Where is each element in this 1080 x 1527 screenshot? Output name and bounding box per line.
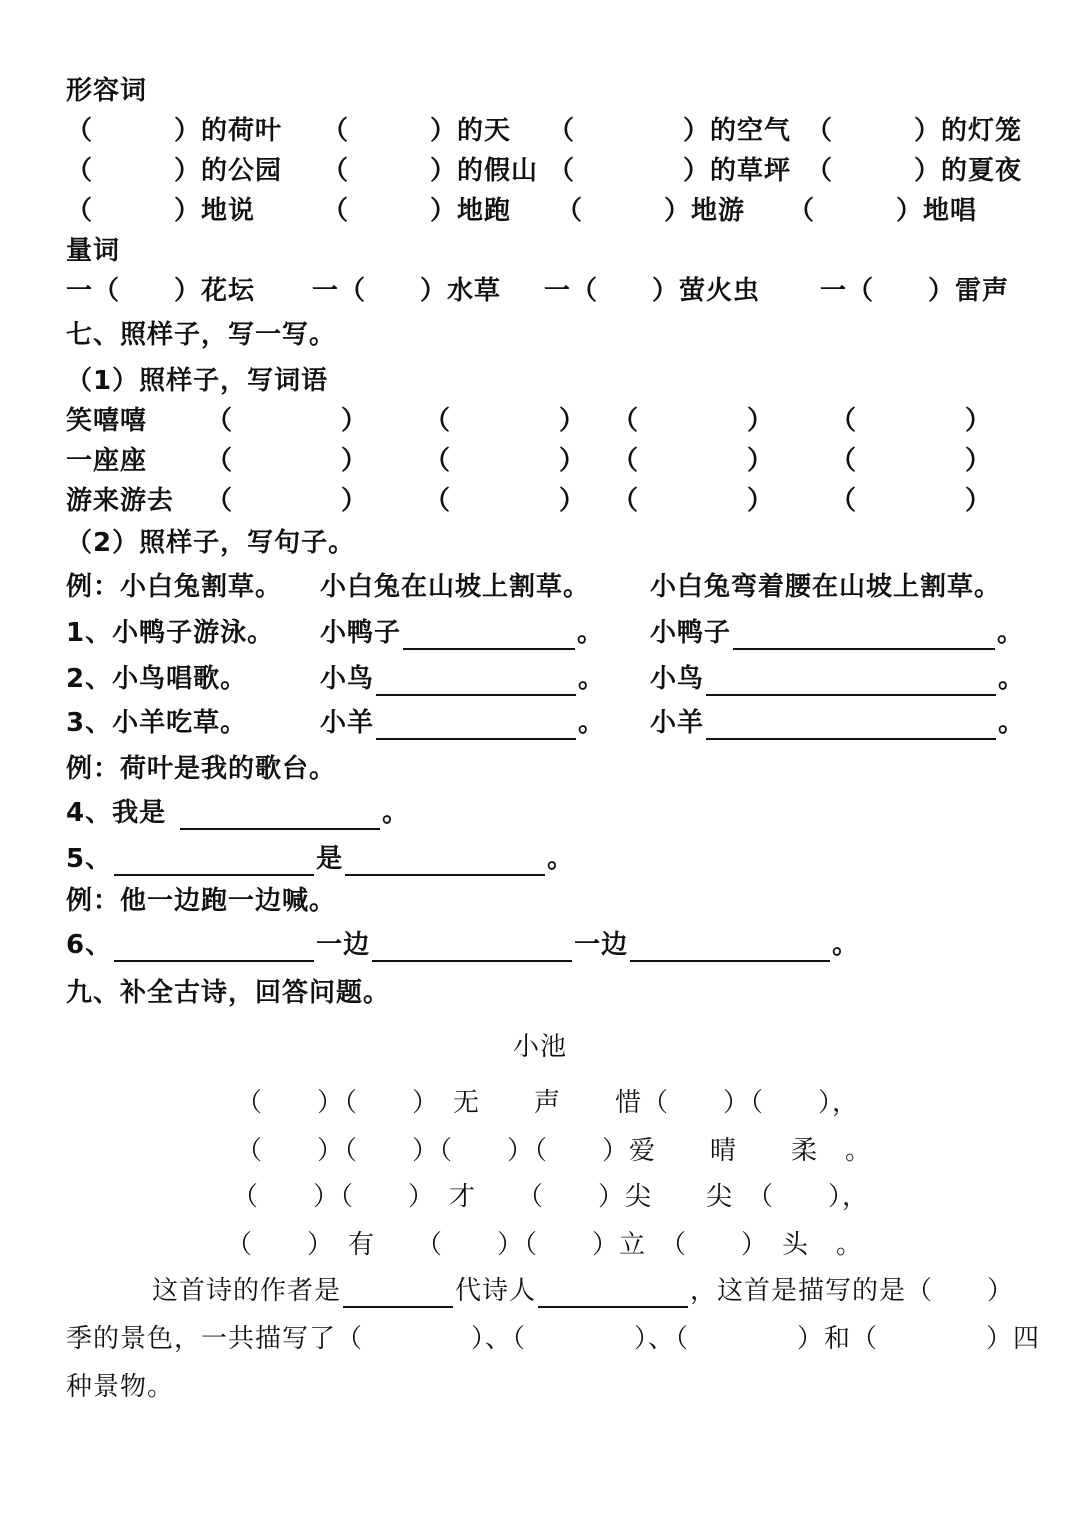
answer-blank[interactable]	[376, 712, 576, 740]
adj-item: （ ）的假山	[322, 156, 539, 186]
answer-blank[interactable]	[538, 1280, 688, 1308]
word-blank: （ ）	[206, 406, 369, 436]
word-blank: （ ）	[830, 406, 993, 436]
section-9-title: 九、补全古诗，回答问题。	[66, 978, 391, 1008]
example-text: 例：小白兔割草。	[66, 572, 283, 602]
adj-item: （ ）的荷叶	[66, 116, 283, 146]
word-blank: （ ）	[612, 486, 775, 516]
example-text: 小白兔弯着腰在山坡上割草。	[650, 572, 1002, 602]
section-7-part-1: （1）照样子，写词语	[66, 366, 329, 396]
answer-blank[interactable]	[403, 622, 575, 650]
answer-blank[interactable]	[345, 848, 545, 876]
answer-blank[interactable]	[372, 934, 572, 962]
word-blank: （ ）	[612, 446, 775, 476]
adjective-header: 形容词	[66, 76, 148, 106]
sentence-answer-a: 小鸭子 。	[320, 618, 605, 648]
answer-blank[interactable]	[630, 934, 830, 962]
poem-line: （ ） 有 （ ）（ ）立 （ ） 头 。	[226, 1230, 864, 1260]
word-blank: （ ）	[206, 446, 369, 476]
answer-blank[interactable]	[706, 712, 996, 740]
adj-item: （ ）的草坪	[548, 156, 792, 186]
sentence-prompt: 3、小羊吃草。	[66, 708, 248, 738]
word-blank: （ ）	[424, 446, 587, 476]
answer-blank[interactable]	[114, 934, 314, 962]
measure-item: 一（ ）花坛	[66, 276, 256, 306]
poem-line: （ ）（ ） 无 声 惜（ ）（ ），	[236, 1088, 860, 1118]
example-2: 例：荷叶是我的歌台。	[66, 754, 337, 784]
poem-title: 小池	[512, 1032, 567, 1062]
word-example: 一座座	[66, 446, 148, 476]
poem-question-line-2: 季的景色，一共描写了（ ）、（ ）、（ ）和（ ）四	[66, 1324, 1041, 1354]
item-5: 5、 是 。	[66, 844, 575, 874]
sentence-prompt: 1、小鸭子游泳。	[66, 618, 275, 648]
adj-item: （ ）地跑	[322, 196, 512, 226]
measure-word-header: 量词	[66, 236, 121, 266]
poem-line: （ ）（ ）（ ）（ ）爱 晴 柔 。	[236, 1136, 873, 1166]
word-example: 笑嘻嘻	[66, 406, 148, 436]
measure-item: 一（ ）雷声	[820, 276, 1010, 306]
answer-blank[interactable]	[180, 802, 380, 830]
word-blank: （ ）	[206, 486, 369, 516]
adj-item: （ ）地游	[556, 196, 746, 226]
answer-blank[interactable]	[706, 668, 996, 696]
poem-question-line-3: 种景物。	[66, 1372, 175, 1402]
answer-blank[interactable]	[343, 1280, 453, 1308]
word-blank: （ ）	[424, 406, 587, 436]
measure-item: 一（ ）萤火虫	[544, 276, 761, 306]
word-blank: （ ）	[830, 446, 993, 476]
adj-item: （ ）地说	[66, 196, 256, 226]
measure-item: 一（ ）水草	[312, 276, 502, 306]
example-text: 小白兔在山坡上割草。	[320, 572, 591, 602]
sentence-prompt: 2、小鸟唱歌。	[66, 664, 248, 694]
sentence-answer-b: 小羊 。	[650, 708, 1026, 738]
item-4: 4、我是 。	[66, 798, 410, 828]
sentence-answer-a: 小鸟 。	[320, 664, 606, 694]
adj-item: （ ）的天	[322, 116, 512, 146]
section-7-part-2: （2）照样子，写句子。	[66, 528, 356, 558]
adj-item: （ ）地唱	[788, 196, 978, 226]
section-7-title: 七、照样子，写一写。	[66, 320, 337, 350]
sentence-answer-a: 小羊 。	[320, 708, 606, 738]
answer-blank[interactable]	[376, 668, 576, 696]
word-blank: （ ）	[424, 486, 587, 516]
word-example: 游来游去	[66, 486, 175, 516]
answer-blank[interactable]	[114, 848, 314, 876]
word-blank: （ ）	[830, 486, 993, 516]
adj-item: （ ）的夏夜	[806, 156, 1023, 186]
example-3: 例：他一边跑一边喊。	[66, 886, 337, 916]
adj-item: （ ）的灯笼	[806, 116, 1023, 146]
sentence-answer-b: 小鸭子 。	[650, 618, 1025, 648]
poem-question-line-1: 这首诗的作者是 代诗人 ，这首是描写的是（ ）	[152, 1276, 1015, 1306]
word-blank: （ ）	[612, 406, 775, 436]
item-6: 6、 一边 一边 。	[66, 930, 860, 960]
adj-item: （ ）的公园	[66, 156, 283, 186]
adj-item: （ ）的空气	[548, 116, 792, 146]
answer-blank[interactable]	[733, 622, 995, 650]
poem-line: （ ）（ ） 才 （ ）尖 尖 （ ），	[232, 1182, 870, 1212]
sentence-answer-b: 小鸟 。	[650, 664, 1026, 694]
